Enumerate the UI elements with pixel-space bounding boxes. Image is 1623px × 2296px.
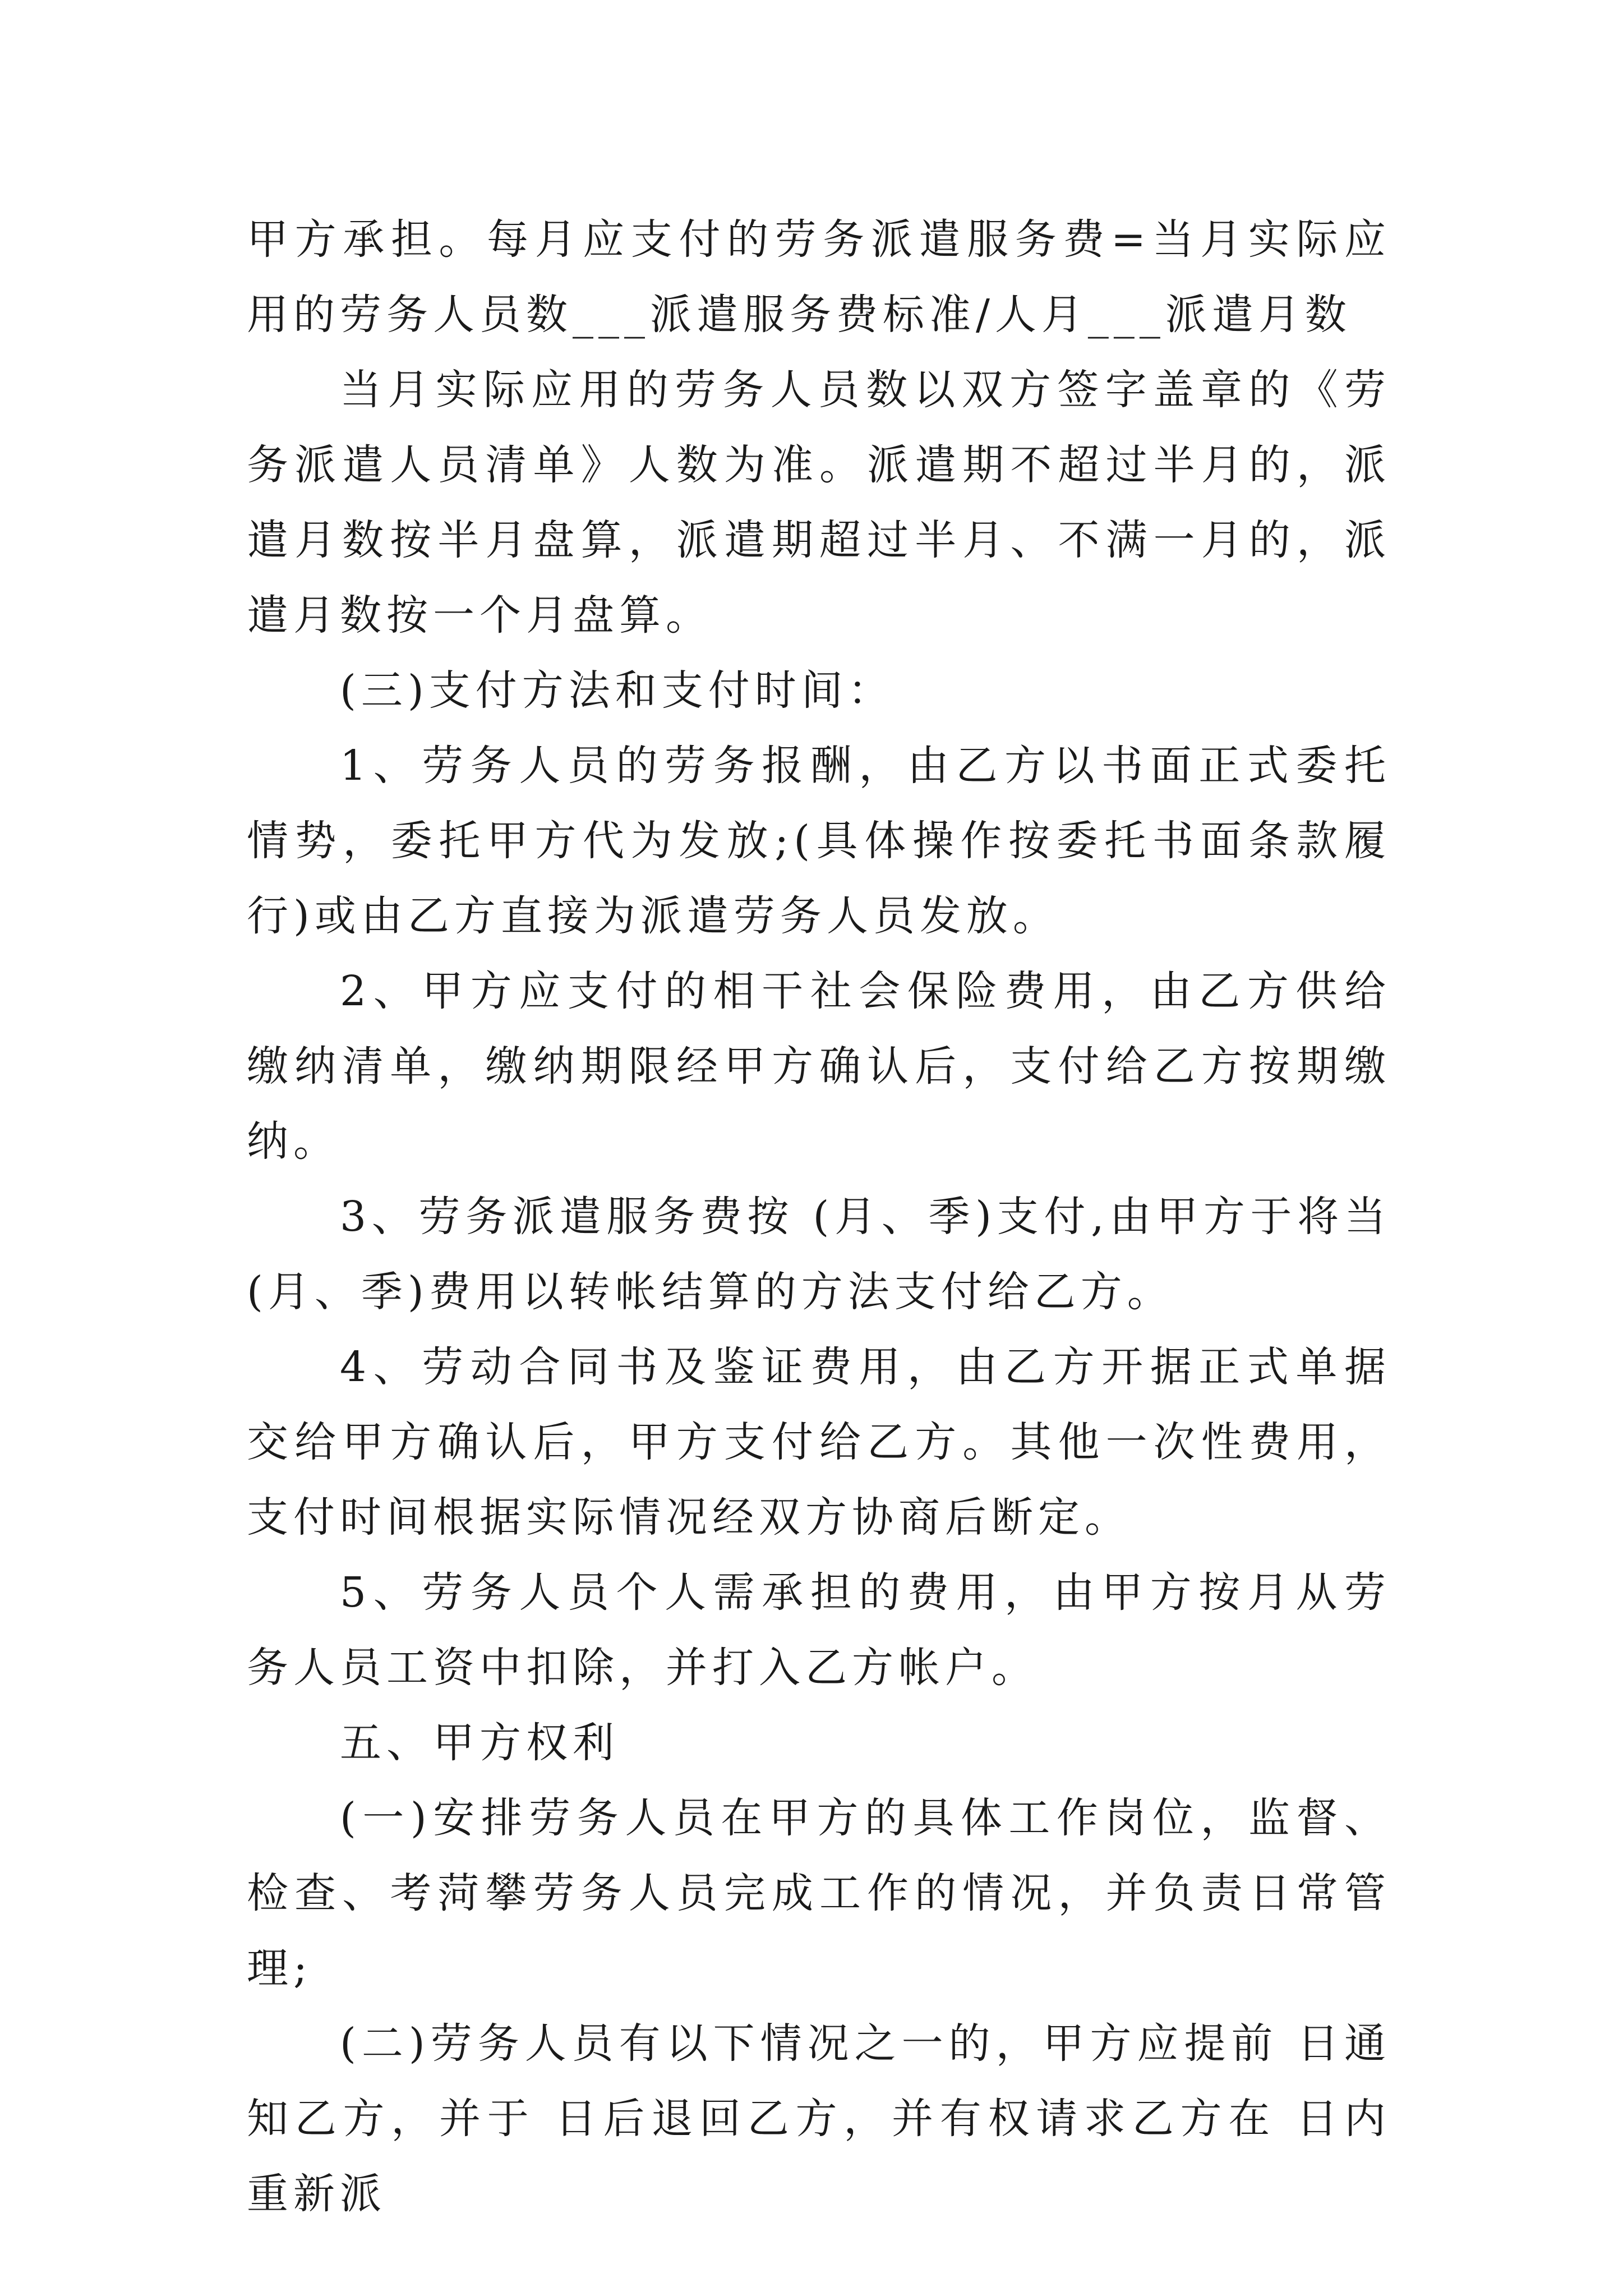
paragraph-10: (一)安排劳务人员在甲方的具体工作岗位，监督、检查、考菏攀劳务人员完成工作的情况，并负责日常管理; [247,1794,1391,1993]
paragraph-5: 2、甲方应支付的相干社会保险费用，由乙方供给缴纳清单，缴纳期限经甲方确认后，支付给乙方按期缴纳。 [247,967,1391,1166]
paragraph-11: (二)劳务人员有以下情况之一的，甲方应提前 日通知乙方，并于 日后退回乙方，并有权请求乙方在 日内重新派 [247,2019,1391,2218]
paragraph-3: (三)支付方法和支付时间： [340,666,895,715]
section-heading: 五、甲方权利 [340,1719,619,1767]
paragraph-1: 甲方承担。每月应支付的劳务派遣服务费=当月实际应用的劳务人员数___派遣服务费标准/人月___派遣月数 [247,215,1391,339]
paragraph-4: 1、劳务人员的劳务报酬，由乙方以书面正式委托情势，委托甲方代为发放;(具体操作按委托书面条款履行)或由乙方直接为派遣劳务人员发放。 [247,742,1391,940]
paragraph-6: 3、劳务派遣服务费按 (月、季)支付,由甲方于将当 (月、季)费用以转帐结算的方法支付给乙方。 [247,1193,1391,1316]
paragraph-2: 当月实际应用的劳务人员数以双方签字盖章的《劳务派遣人员清单》人数为准。派遣期不超过半月的，派遣月数按半月盘算，派遣期超过半月、不满一月的，派遣月数按一个月盘算。 [247,366,1391,639]
paragraph-7: 4、劳动合同书及鉴证费用，由乙方开据正式单据交给甲方确认后，甲方支付给乙方。其他一次性费用，支付时间根据实际情况经双方协商后断定。 [247,1343,1391,1542]
document-body [247,202,1391,2231]
paragraph-8: 5、劳务人员个人需承担的费用，由甲方按月从劳务人员工资中扣除，并打入乙方帐户。 [247,1568,1391,1692]
